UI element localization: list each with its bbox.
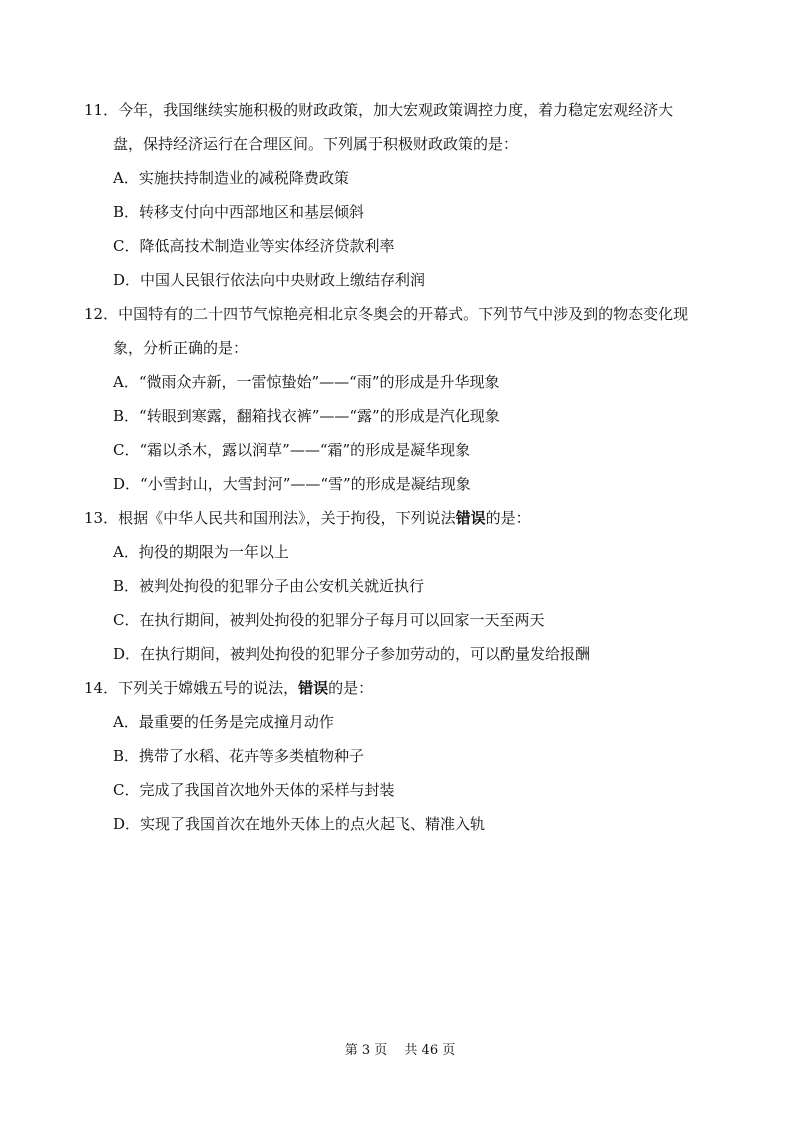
option-a: A．实施扶持制造业的减税降费政策 bbox=[113, 169, 349, 187]
question-stem bbox=[84, 501, 734, 535]
option-b: B．“转眼到寒露，翻箱找衣裤”——“露”的形成是汽化现象 bbox=[113, 407, 500, 425]
option-b: B．转移支付向中西部地区和基层倾斜 bbox=[113, 203, 365, 221]
option-a: A．拘役的期限为一年以上 bbox=[113, 543, 289, 561]
option-a: A．最重要的任务是完成撞月动作 bbox=[113, 713, 334, 731]
question-14 bbox=[84, 671, 734, 841]
question-stem: 11．今年，我国继续实施积极的财政政策，加大宏观政策调控力度，着力稳定宏观经济大 bbox=[84, 101, 674, 119]
option-d: D．中国人民银行依法向中央财政上缴结存利润 bbox=[113, 271, 426, 289]
question-list bbox=[84, 93, 734, 841]
question-stem bbox=[84, 671, 734, 705]
option-b: B．被判处拘役的犯罪分子由公安机关就近执行 bbox=[113, 577, 425, 595]
option-d: D．在执行期间，被判处拘役的犯罪分子参加劳动的，可以酌量发给报酬 bbox=[113, 645, 591, 663]
question-stem-continued: 盘，保持经济运行在合理区间。下列属于积极财政政策的是： bbox=[113, 135, 519, 153]
stem-text-end: 的是： bbox=[485, 509, 531, 527]
stem-text-end: 的是： bbox=[328, 679, 374, 697]
question-13 bbox=[84, 501, 734, 671]
page-number-footer: 第 3 页 共 46 页 bbox=[344, 1043, 456, 1058]
question-stem: 12．中国特有的二十四节气惊艳亮相北京冬奥会的开幕式。下列节气中涉及到的物态变化现 bbox=[84, 305, 689, 323]
option-c: C．降低高技术制造业等实体经济贷款利率 bbox=[113, 237, 395, 255]
question-11 bbox=[84, 93, 734, 297]
stem-text: 13．根据《中华人民共和国刑法》，关于拘役，下列说法 bbox=[84, 509, 456, 527]
option-d: D．“小雪封山，大雪封河”——“雪”的形成是凝结现象 bbox=[113, 475, 471, 493]
option-c: C．“霜以杀木，露以润草”——“霜”的形成是凝华现象 bbox=[113, 441, 471, 459]
question-stem-continued: 象，分析正确的是： bbox=[113, 339, 249, 357]
option-d: D．实现了我国首次在地外天体上的点火起飞、精准入轨 bbox=[113, 815, 486, 833]
question-12 bbox=[84, 297, 734, 501]
option-b: B．携带了水稻、花卉等多类植物种子 bbox=[113, 747, 365, 765]
emphasis-text: 错误 bbox=[455, 509, 486, 527]
stem-text: 14．下列关于嫦娥五号的说法， bbox=[84, 679, 299, 697]
option-c: C．完成了我国首次地外天体的采样与封装 bbox=[113, 781, 395, 799]
option-c: C．在执行期间，被判处拘役的犯罪分子每月可以回家一天至两天 bbox=[113, 611, 545, 629]
option-a: A．“微雨众卉新，一雷惊蛰始”——“雨”的形成是升华现象 bbox=[113, 373, 500, 391]
emphasis-text: 错误 bbox=[298, 679, 329, 697]
